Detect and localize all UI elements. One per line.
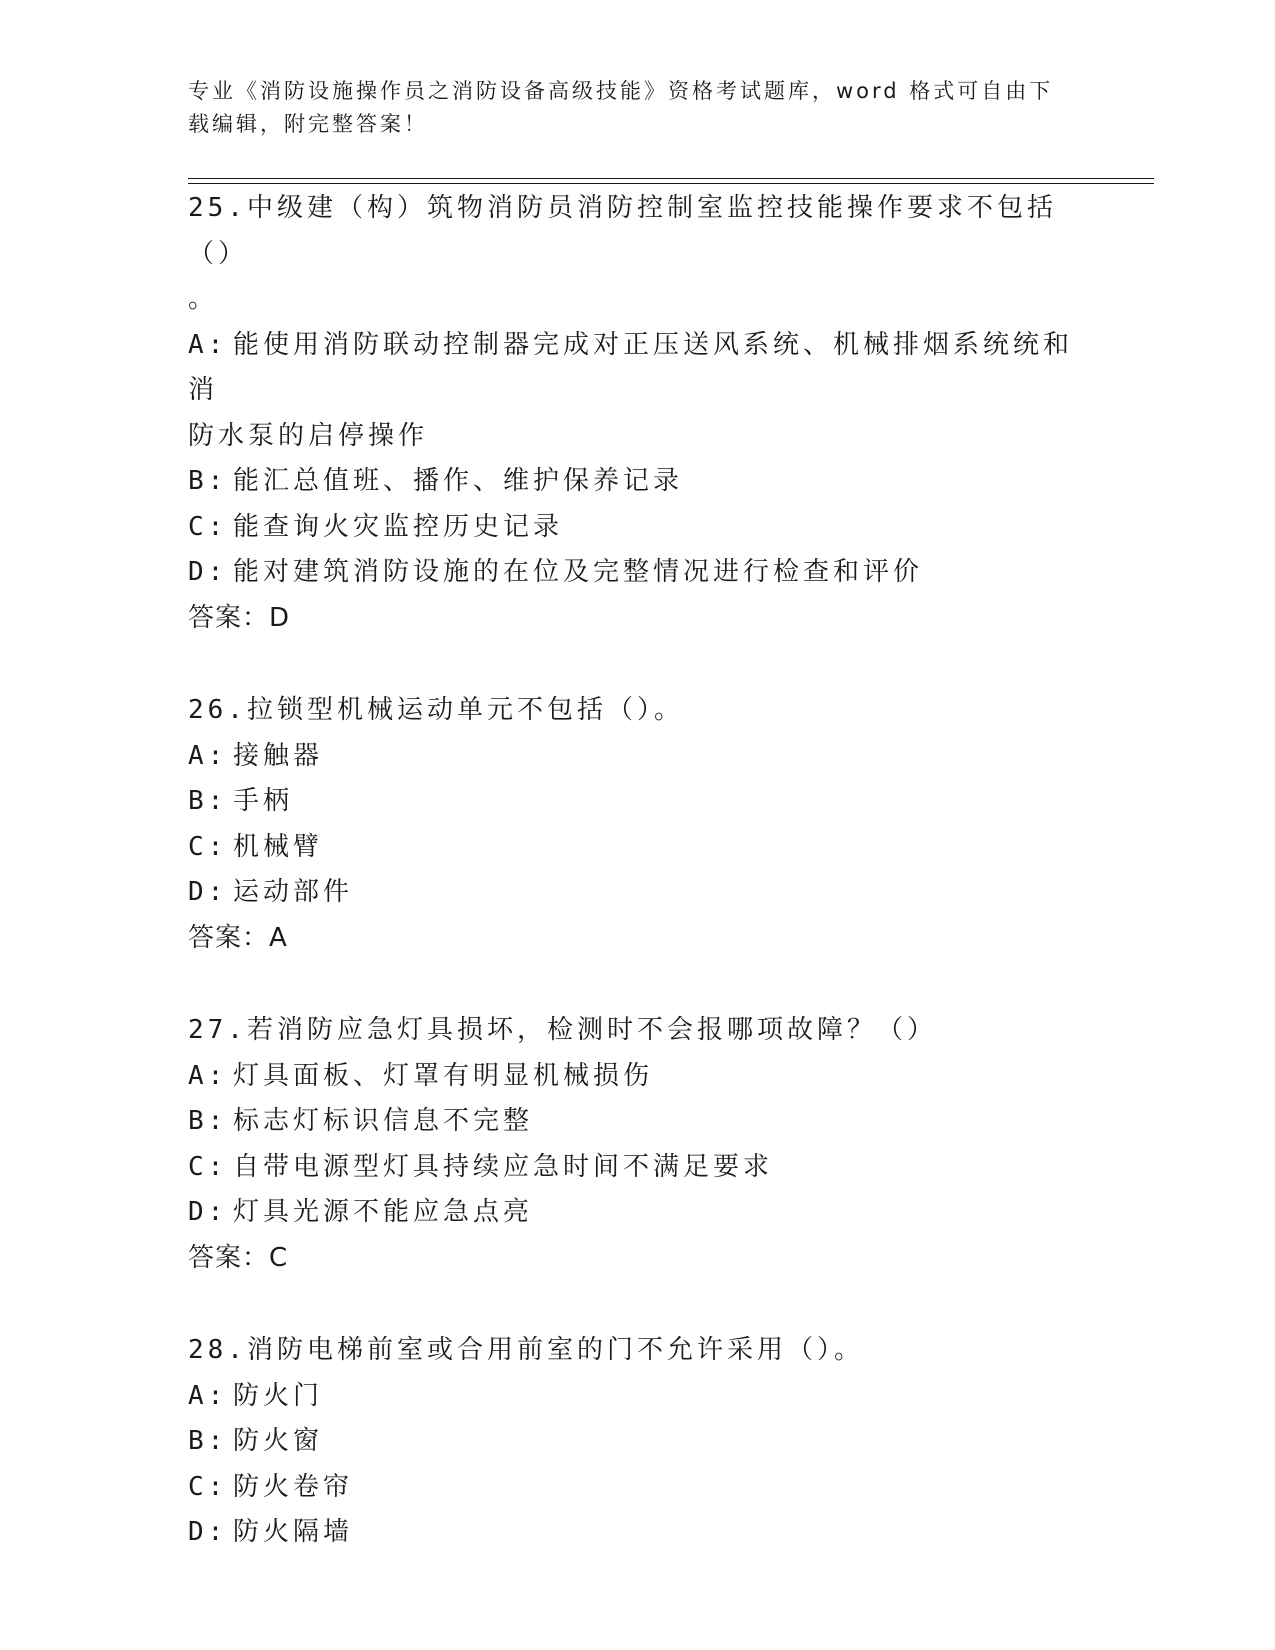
- question-stem: 26.拉锁型机械运动单元不包括（）。: [188, 695, 684, 725]
- option-text: 灯具面板、灯罩有明显机械损伤: [233, 1060, 654, 1091]
- header-divider-top: [188, 178, 1154, 179]
- header-line-1: 专业《消防设施操作员之消防设备高级技能》资格考试题库，word 格式可自由下: [188, 79, 1054, 103]
- option-tag: B:: [188, 1106, 228, 1136]
- option-text: 机械臂: [233, 831, 324, 862]
- header-divider-bottom: [188, 183, 1154, 184]
- option-tag: B:: [188, 466, 228, 496]
- option-c: [188, 1145, 1088, 1191]
- option-d: [188, 1510, 1088, 1556]
- document-header: [188, 75, 1068, 141]
- option-text: 标志灯标识信息不完整: [233, 1106, 534, 1136]
- option-a: [188, 1374, 1088, 1420]
- option-tag: D:: [188, 877, 228, 907]
- option-d: [188, 550, 1088, 596]
- option-text: 防火隔墙: [233, 1517, 354, 1547]
- question-26: [188, 688, 1088, 961]
- option-text: 防火窗: [233, 1426, 324, 1456]
- answer-value: D: [269, 602, 291, 633]
- option-tag: D:: [188, 557, 228, 587]
- option-b: [188, 1419, 1088, 1465]
- answer-label: 答案：: [188, 602, 270, 633]
- option-b: [188, 459, 1088, 505]
- option-tag: B:: [188, 1426, 228, 1456]
- option-text: 能查询火灾监控历史记录: [233, 511, 564, 542]
- option-b: [188, 1099, 1088, 1145]
- question-stem-continued: 。: [188, 284, 219, 314]
- option-text: 自带电源型灯具持续应急时间不满足要求: [233, 1151, 774, 1182]
- answer-line: [188, 1236, 1088, 1282]
- answer-line: [188, 916, 1088, 962]
- option-a: [188, 323, 1088, 414]
- option-d: [188, 1190, 1088, 1236]
- option-tag: D:: [188, 1197, 228, 1227]
- option-tag: A:: [188, 740, 228, 771]
- option-c: [188, 1465, 1088, 1511]
- option-tag: A:: [188, 1060, 228, 1091]
- option-text: 灯具光源不能应急点亮: [233, 1197, 534, 1227]
- option-c: [188, 505, 1088, 551]
- answer-value: C: [269, 1242, 289, 1273]
- option-c: [188, 825, 1088, 871]
- option-text: 能汇总值班、播作、维护保养记录: [233, 466, 684, 496]
- option-a: [188, 1054, 1088, 1100]
- header-line-2: 载编辑，附完整答案！: [188, 112, 428, 136]
- option-text: 防火门: [233, 1380, 324, 1411]
- option-text: 能使用消防联动控制器完成对正压送风系统、机械排烟系统统和消: [188, 329, 1074, 405]
- question-stem: 28.消防电梯前室或合用前室的门不允许采用（）。: [188, 1335, 864, 1365]
- option-text: 运动部件: [233, 877, 354, 907]
- option-tag: C:: [188, 831, 228, 862]
- option-tag: A:: [188, 329, 228, 360]
- option-a-continued: 防水泵的启停操作: [188, 420, 429, 451]
- option-tag: A:: [188, 1380, 228, 1411]
- option-tag: D:: [188, 1517, 228, 1547]
- answer-label: 答案：: [188, 922, 270, 953]
- question-28: [188, 1328, 1088, 1556]
- question-list: [188, 186, 1088, 1603]
- option-tag: C:: [188, 1151, 228, 1182]
- answer-line: [188, 596, 1088, 642]
- option-text: 能对建筑消防设施的在位及完整情况进行检查和评价: [233, 557, 924, 587]
- option-tag: B:: [188, 786, 228, 816]
- question-stem: 25.中级建（构）筑物消防员消防控制室监控技能操作要求不包括（）: [188, 193, 1057, 269]
- option-d: [188, 870, 1088, 916]
- option-text: 手柄: [233, 786, 294, 816]
- question-25: [188, 186, 1088, 641]
- option-text: 防火卷帘: [233, 1471, 354, 1502]
- option-a: [188, 734, 1088, 780]
- question-27: [188, 1008, 1088, 1281]
- answer-label: 答案：: [188, 1242, 270, 1273]
- question-stem: 27.若消防应急灯具损坏，检测时不会报哪项故障？（）: [188, 1015, 937, 1045]
- option-b: [188, 779, 1088, 825]
- option-text: 接触器: [233, 740, 324, 771]
- answer-value: A: [269, 922, 288, 953]
- option-tag: C:: [188, 511, 228, 542]
- option-tag: C:: [188, 1471, 228, 1502]
